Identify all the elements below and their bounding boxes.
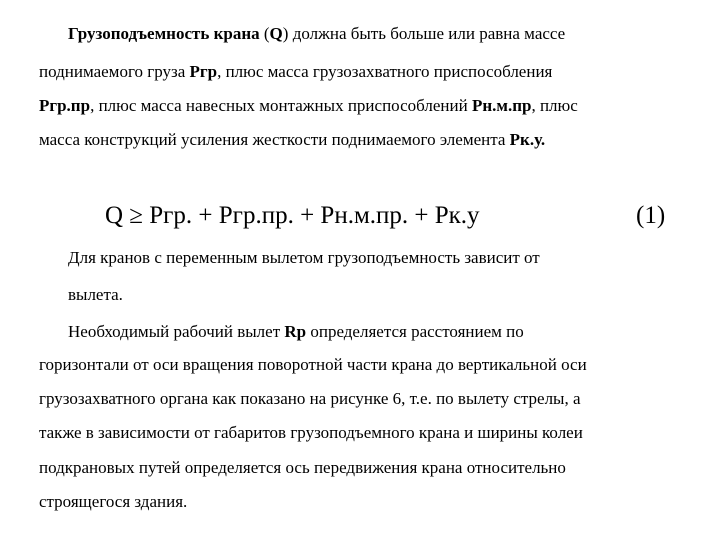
paragraph1-line1: Грузоподъемность крана (Q) должна быть больше или равна массе [68, 24, 566, 43]
working-reach-symbol: Rр [284, 322, 307, 341]
paragraph1-line3: Pгр.пр, плюс масса навесных монтажных приспособлений Pн.м.пр, плюс [39, 96, 578, 115]
paragraph3-line3: грузозахватного органа как показано на рисунке 6, т.е. по вылету стрелы, а [39, 389, 581, 408]
paragraph3-line4: также в зависимости от габаритов грузоподъемного крана и ширины колеи [39, 423, 583, 442]
reinforcement-symbol: Pк.у. [509, 130, 546, 149]
q-symbol: Q [269, 24, 283, 43]
crane-capacity-term: Грузоподъемность крана [68, 24, 260, 43]
paragraph3-line1: Необходимый рабочий вылет Rр определяется расстоянием по [68, 322, 524, 341]
formula-expression: Q ≥ Pгр. + Pгр.пр. + Pн.м.пр. + Pк.у [105, 202, 480, 229]
gripping-device-symbol: Pгр.пр [39, 96, 91, 115]
paragraph1-line2: поднимаемого груза Pгр, плюс масса грузозахватного приспособления [39, 62, 553, 81]
paragraph2-line1: Для кранов с переменным вылетом грузоподъемность зависит от [68, 248, 540, 267]
paragraph3-line5: подкрановых путей определяется ось передвижения крана относительно [39, 458, 566, 477]
paragraph3-line6: строящегося здания. [39, 492, 188, 511]
paragraph3-line2: горизонтали от оси вращения поворотной части крана до вертикальной оси [39, 355, 587, 374]
paragraph1-line4: масса конструкций усиления жесткости поднимаемого элемента Pк.у. [39, 130, 546, 149]
formula-number: (1) [636, 202, 666, 229]
load-mass-symbol: Pгр [189, 62, 218, 81]
paragraph2-line2: вылета. [68, 285, 123, 304]
mounting-device-symbol: Pн.м.пр [471, 96, 532, 115]
